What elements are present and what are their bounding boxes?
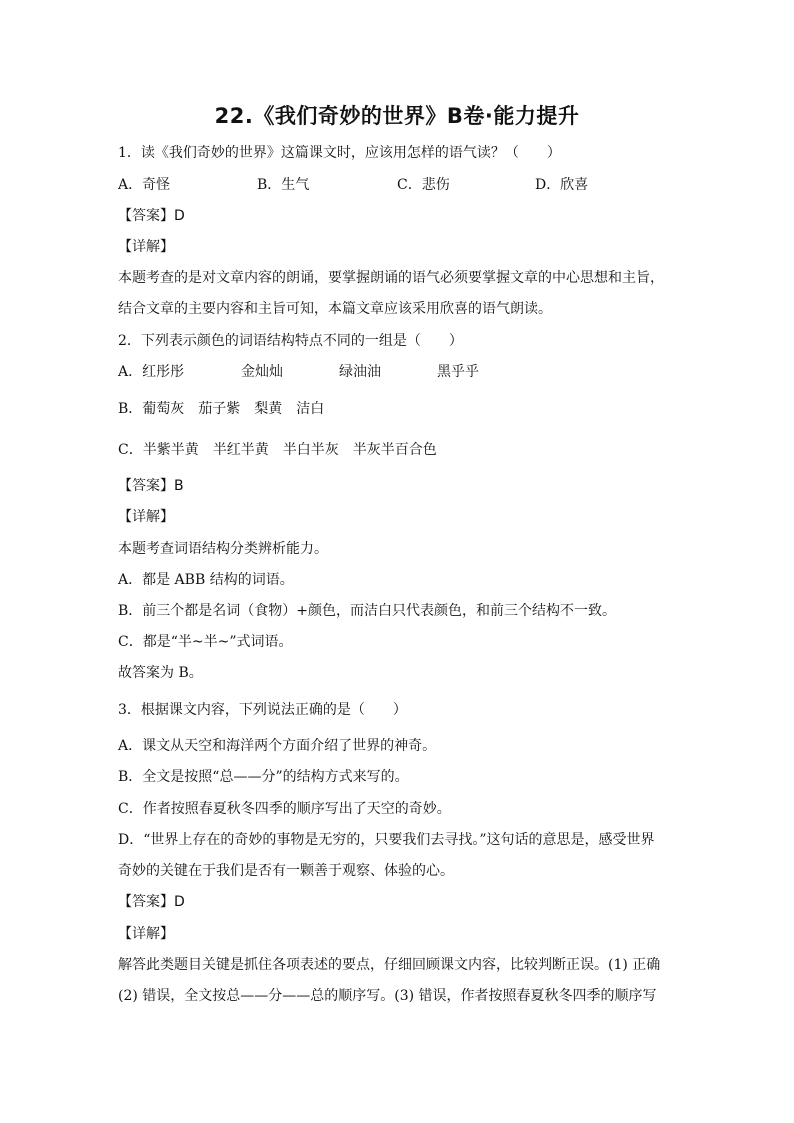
question-2-detail-line: C．都是“半~半~”式词语。 <box>118 634 293 650</box>
question-2-option-c: C．半紫半黄 半红半黄 半白半灰 半灰半百合色 <box>118 442 437 458</box>
question-2-detail-line: A．都是 ABB 结构的词语。 <box>118 572 294 588</box>
question-1-option-c: C．悲伤 <box>397 177 450 193</box>
question-3-detail-label: 【详解】 <box>118 926 174 942</box>
page-title: 22.《我们奇妙的世界》B卷·能力提升 <box>214 104 580 128</box>
question-3-answer: 【答案】D <box>118 894 185 910</box>
question-2-detail-line: 故答案为 B。 <box>118 665 203 681</box>
question-2-detail-line: 本题考查词语结构分类辨析能力。 <box>118 541 328 557</box>
question-2-option-a-word: A．红彤彤 <box>118 364 185 380</box>
question-1-option-b: B．生气 <box>257 177 310 193</box>
question-2-option-a-word: 金灿灿 <box>241 364 283 380</box>
question-1-detail-line: 本题考查的是对文章内容的朗诵，要掌握朗诵的语气必须要掌握文章的中心思想和主旨， <box>118 270 664 286</box>
question-3-detail-line: 解答此类题目关键是抓住各项表述的要点，仔细回顾课文内容，比较判断正误。(1) 正确 <box>118 957 661 973</box>
question-1-detail-line: 结合文章的主要内容和主旨可知，本篇文章应该采用欣喜的语气朗读。 <box>118 301 552 317</box>
question-3-option-d: D．“世界上存在的奇妙的事物是无穷的，只要我们去寻找。”这句话的意思是，感受世界 <box>118 832 655 848</box>
question-3-option-c: C．作者按照春夏秋冬四季的顺序写出了天空的奇妙。 <box>118 801 451 817</box>
question-3-detail-line: (2) 错误，全文按总——分——总的顺序写。(3) 错误，作者按照春夏秋冬四季的顺序写 <box>118 988 657 1004</box>
question-1-answer: 【答案】D <box>118 208 185 224</box>
question-1-stem: 1．读《我们奇妙的世界》这篇课文时，应该用怎样的语气读？（ ） <box>118 145 561 161</box>
question-2-option-a-word: 黑乎乎 <box>437 364 479 380</box>
question-3-stem: 3．根据课文内容，下列说法正确的是（ ） <box>118 702 407 718</box>
question-3-option-d-continued: 奇妙的关键在于我们是否有一颗善于观察、体验的心。 <box>118 863 454 879</box>
question-2-detail-line: B．前三个都是名词（食物）+颜色，而洁白只代表颜色，和前三个结构不一致。 <box>118 603 617 619</box>
question-1-option-a: A．奇怪 <box>118 177 171 193</box>
question-3-option-b: B．全文是按照“总——分”的结构方式来写的。 <box>118 769 409 785</box>
question-1-detail-label: 【详解】 <box>118 239 174 255</box>
question-1-option-d: D．欣喜 <box>535 177 589 193</box>
question-2-stem: 2．下列表示颜色的词语结构特点不同的一组是（ ） <box>118 333 463 349</box>
question-2-answer: 【答案】B <box>118 478 184 494</box>
question-2-option-a-word: 绿油油 <box>339 364 381 380</box>
question-3-option-a: A．课文从天空和海洋两个方面介绍了世界的神奇。 <box>118 738 437 754</box>
question-2-option-b: B．葡萄灰 茄子紫 梨黄 洁白 <box>118 401 325 417</box>
question-2-detail-label: 【详解】 <box>118 509 174 525</box>
